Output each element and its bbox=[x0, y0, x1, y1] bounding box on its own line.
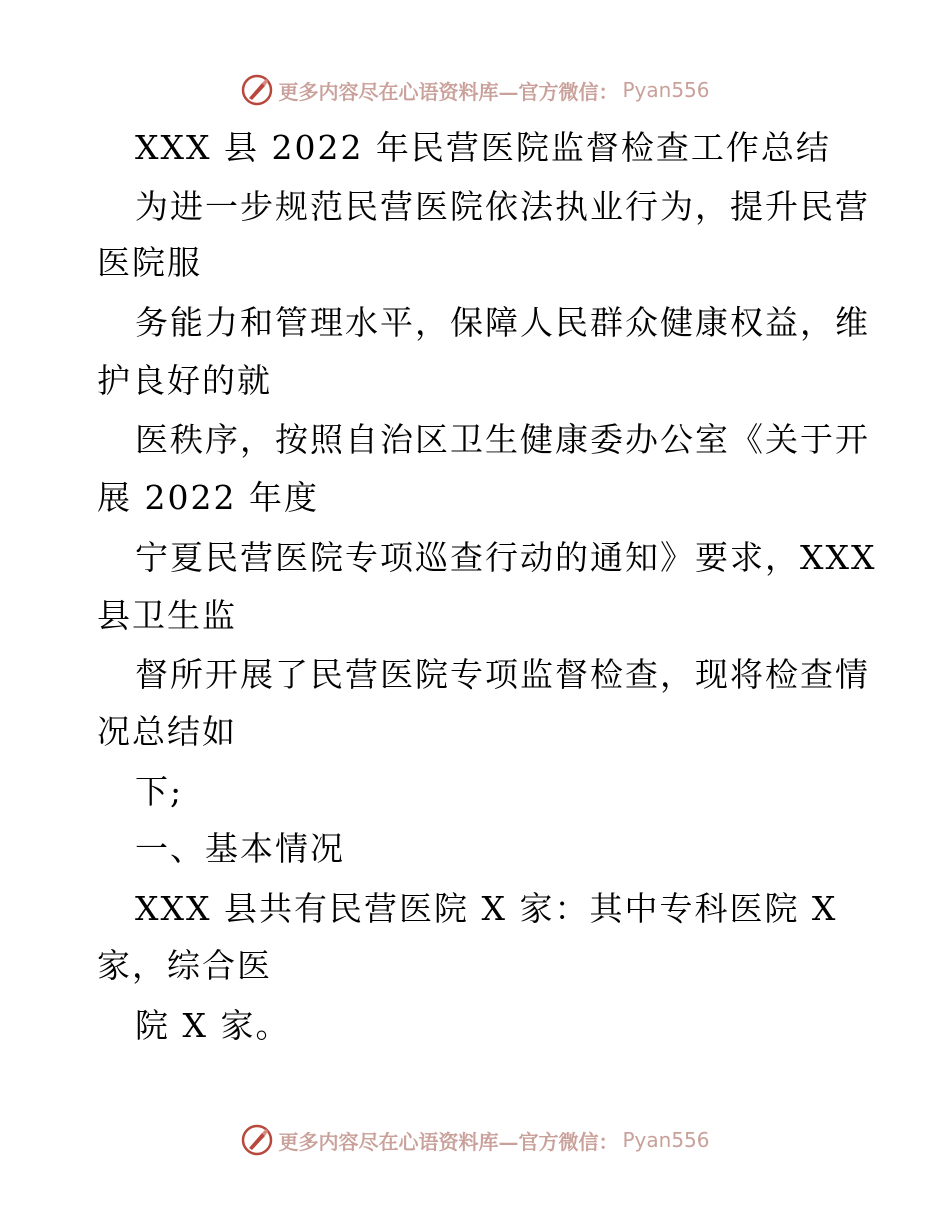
paragraph-line: 县卫生监 bbox=[97, 596, 237, 635]
paragraph-line: XXX 县共有民营医院 X 家：其中专科医院 X bbox=[135, 889, 838, 928]
paragraph-line: 院 X 家。 bbox=[135, 1006, 291, 1045]
watermark-group bbox=[240, 1123, 709, 1157]
section-heading: 一、基本情况 bbox=[135, 829, 345, 868]
paragraph-line: 展 2022 年度 bbox=[97, 478, 319, 517]
paragraph-line: 督所开展了民营医院专项监督检查，现将检查情 bbox=[135, 655, 870, 694]
watermark-account: Pyan556 bbox=[622, 1128, 710, 1152]
paragraph-line: 护良好的就 bbox=[97, 361, 272, 400]
paragraph-line: 医院服 bbox=[97, 243, 202, 282]
document-title: XXX 县 2022 年民营医院监督检查工作总结 bbox=[135, 128, 831, 167]
paragraph-line: 下; bbox=[135, 772, 184, 811]
footer-watermark bbox=[0, 1120, 950, 1160]
paragraph-line: 况总结如 bbox=[97, 712, 237, 751]
paragraph-line: 宁夏民营医院专项巡查行动的通知》要求，XXX bbox=[135, 538, 877, 577]
paragraph-line: 务能力和管理水平，保障人民群众健康权益，维 bbox=[135, 303, 870, 342]
pen-logo-icon bbox=[240, 1123, 274, 1157]
watermark-account: Pyan556 bbox=[622, 78, 710, 102]
watermark-text: 更多内容尽在心语资料库—官方微信： bbox=[278, 1129, 619, 1154]
paragraph-line: 医秩序，按照自治区卫生健康委办公室《关于开 bbox=[135, 420, 870, 459]
paragraph-line: 家，综合医 bbox=[97, 946, 272, 985]
paragraph-line: 为进一步规范民营医院依法执业行为，提升民营 bbox=[135, 187, 870, 226]
watermark-text: 更多内容尽在心语资料库—官方微信： bbox=[278, 79, 619, 104]
